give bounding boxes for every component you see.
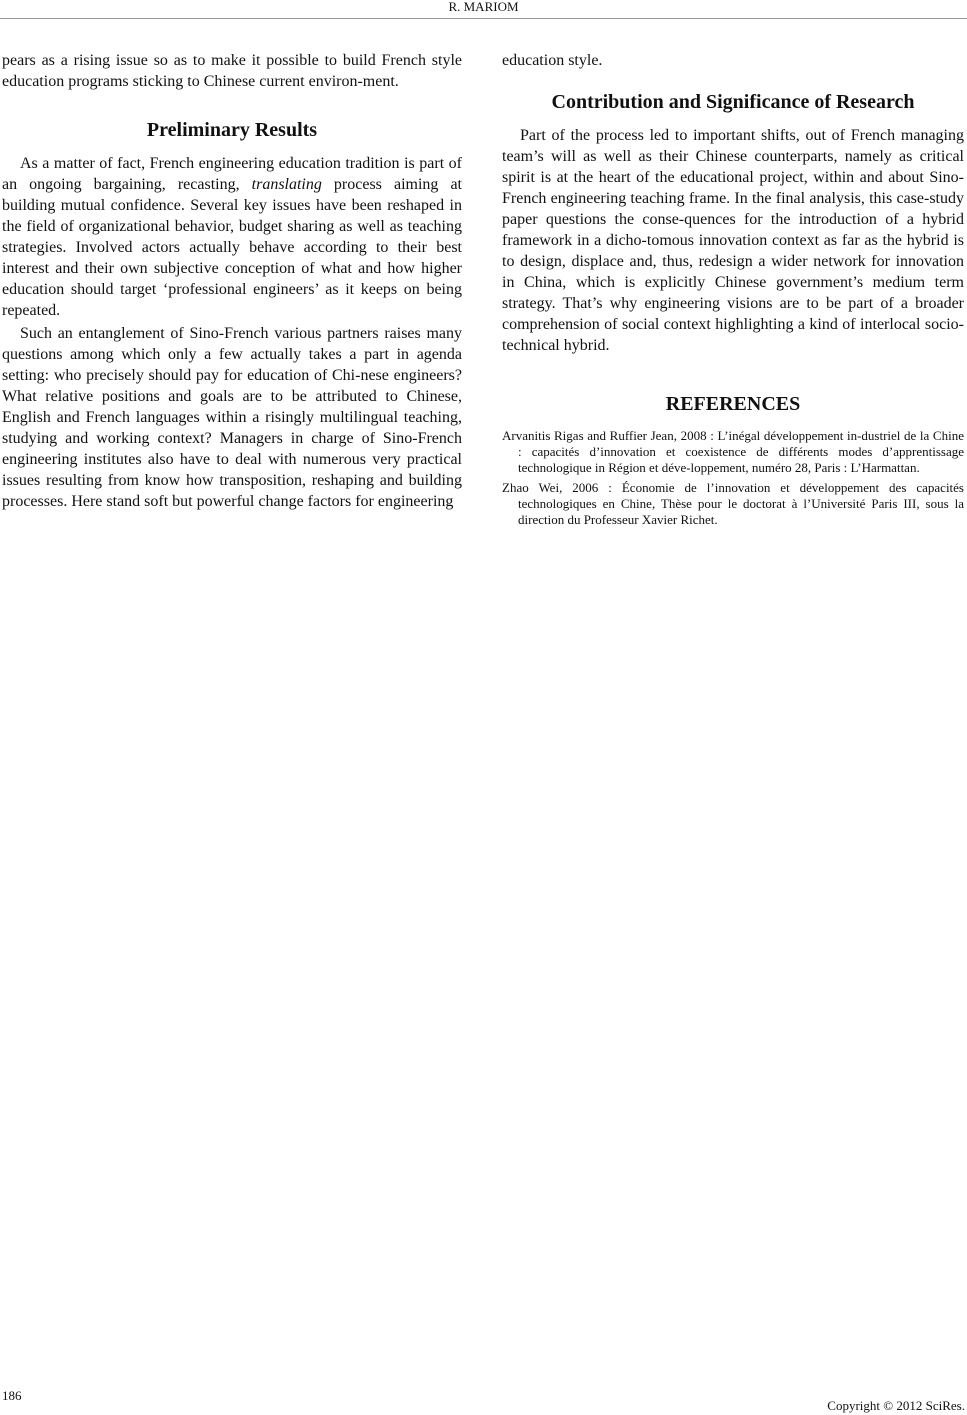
paragraph-text: As a matter of fact, French engineering education tradition is part of an ongoing bargaining, recasting,	[2, 155, 462, 193]
references-heading: REFERENCES	[665, 393, 801, 415]
right-column	[502, 50, 964, 532]
continued-paragraph: education style.	[502, 52, 603, 69]
paragraph-text: process aiming at building mutual confidence. Several key issues have been reshaped in the field of organizational behavior, budget sharing as well as teaching strategies. Involved actors actually behave according to their best interest and their own subjective conception of what and how higher education should target ‘professional engineers’ as it keeps on being repeated.	[2, 176, 462, 319]
section-heading-preliminary-results: Preliminary Results	[146, 119, 318, 141]
continued-paragraph: pears as a rising issue so as to make it possible to build French style education programs sticking to Chinese current environ-ment.	[2, 52, 462, 90]
paragraph-preliminary-1	[2, 153, 462, 321]
reference-list	[502, 428, 964, 528]
section-heading-contribution: Contribution and Significance of Research	[551, 91, 915, 113]
emphasis-translating: translating	[251, 176, 322, 193]
reference-item: Arvanitis Rigas and Ruffier Jean, 2008 : L’inégal développement in-dustriel de la Chine : capacités d’innovation et coexistence de différents modes d’apprentissage technologique in Région et déve-loppement, numéro 28, Paris : L’Harmattan.	[502, 428, 964, 475]
paragraph-preliminary-2: Such an entanglement of Sino-French various partners raises many questions among which only a few actually takes a part in agenda setting: who precisely should pay for education of Chi-nese engineers? What relative positions and goals are to be attributed to Chinese, English and French languages within a risingly multilingual teaching, studying and working context? Managers in charge of Sino-French engineering institutes also have to deal with numerous very practical issues resulting from know how transposition, reshaping and building processes. Here stand soft but powerful change factors for engineering	[2, 325, 462, 510]
page-number: 186	[2, 1388, 22, 1403]
reference-item: Zhao Wei, 2006 : Économie de l’innovation et développement des capacités technologiques en Chine, Thèse pour le doctorat à l’Université Paris III, sous la direction du Professeur Xavier Richet.	[502, 480, 964, 527]
left-column	[2, 50, 462, 512]
running-head: R. MARIOM	[0, 0, 967, 19]
copyright-notice: Copyright © 2012 SciRes.	[827, 1398, 965, 1413]
paragraph-contribution: Part of the process led to important shifts, out of French managing team’s will as well as their Chinese counterparts, namely as critical spirit is at the heart of the educational project, within and about Sino-French engineering teaching frame. In the final analysis, this case-study paper questions the conse-quences for the introduction of a hybrid framework in a dicho-tomous innovation context as far as the hybrid is to design, displace and, thus, redesign a wider network for innovation in China, which is explicitly Chinese government’s medium term strategy. That’s why engineering visions are to be part of a broader comprehension of social context highlighting a kind of interlocal socio-technical hybrid.	[502, 127, 964, 354]
